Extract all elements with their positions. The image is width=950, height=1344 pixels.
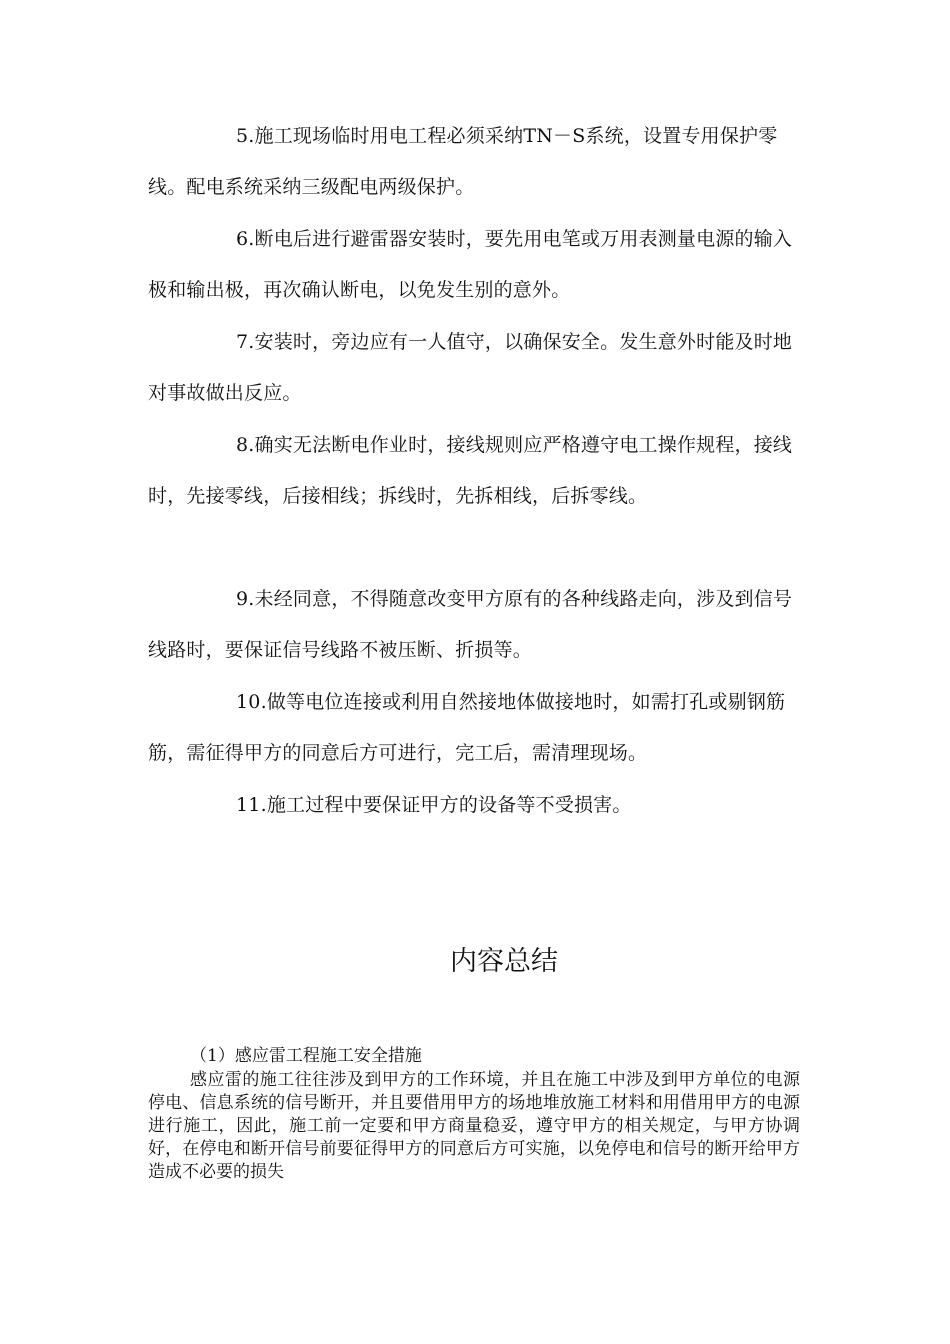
safety-item-11: 11.施工过程中要保证甲方的设备等不受损害。 <box>236 794 632 816</box>
safety-item-6: 6.断电后进行避雷器安装时，要先用电笔或万用表测量电源的输入极和输出极，再次确认断电，以免发生别的意外。 <box>148 228 793 301</box>
summary-body: 感应雷的施工往往涉及到甲方的工作环境，并且在施工中涉及到甲方单位的电源停电、信息系统的信号断开，并且要借用甲方的场地堆放施工材料和用借用甲方的电源进行施工，因此，施工前一定要和甲方商量稳妥，遵守甲方的相关规定，与甲方协调好，在停电和断开信号前要征得甲方的同意后方可实施，以免停电和信号的断开给甲方造成不必要的损失 <box>148 1070 800 1182</box>
safety-item-7: 7.安装时，旁边应有一人值守，以确保安全。发生意外时能及时地对事故做出反应。 <box>148 331 793 404</box>
summary-title: 内容总结 <box>450 946 558 977</box>
summary-subheading: （1）感应雷工程施工安全措施 <box>190 1046 422 1066</box>
safety-item-8: 8.确实无法断电作业时，接线规则应严格遵守电工操作规程，接线时，先接零线，后接相线；拆线时，先拆相线，后拆零线。 <box>148 434 793 507</box>
safety-item-10: 10.做等电位连接或利用自然接地体做接地时，如需打孔或剔钢筋筋，需征得甲方的同意后方可进行，完工后，需清理现场。 <box>148 691 786 764</box>
safety-item-9: 9.未经同意，不得随意改变甲方原有的各种线路走向，涉及到信号线路时，要保证信号线路不被压断、折损等。 <box>148 588 793 661</box>
safety-item-5: 5.施工现场临时用电工程必须采纳TN－S系统，设置专用保护零线。配电系统采纳三级配电两级保护。 <box>148 125 778 198</box>
